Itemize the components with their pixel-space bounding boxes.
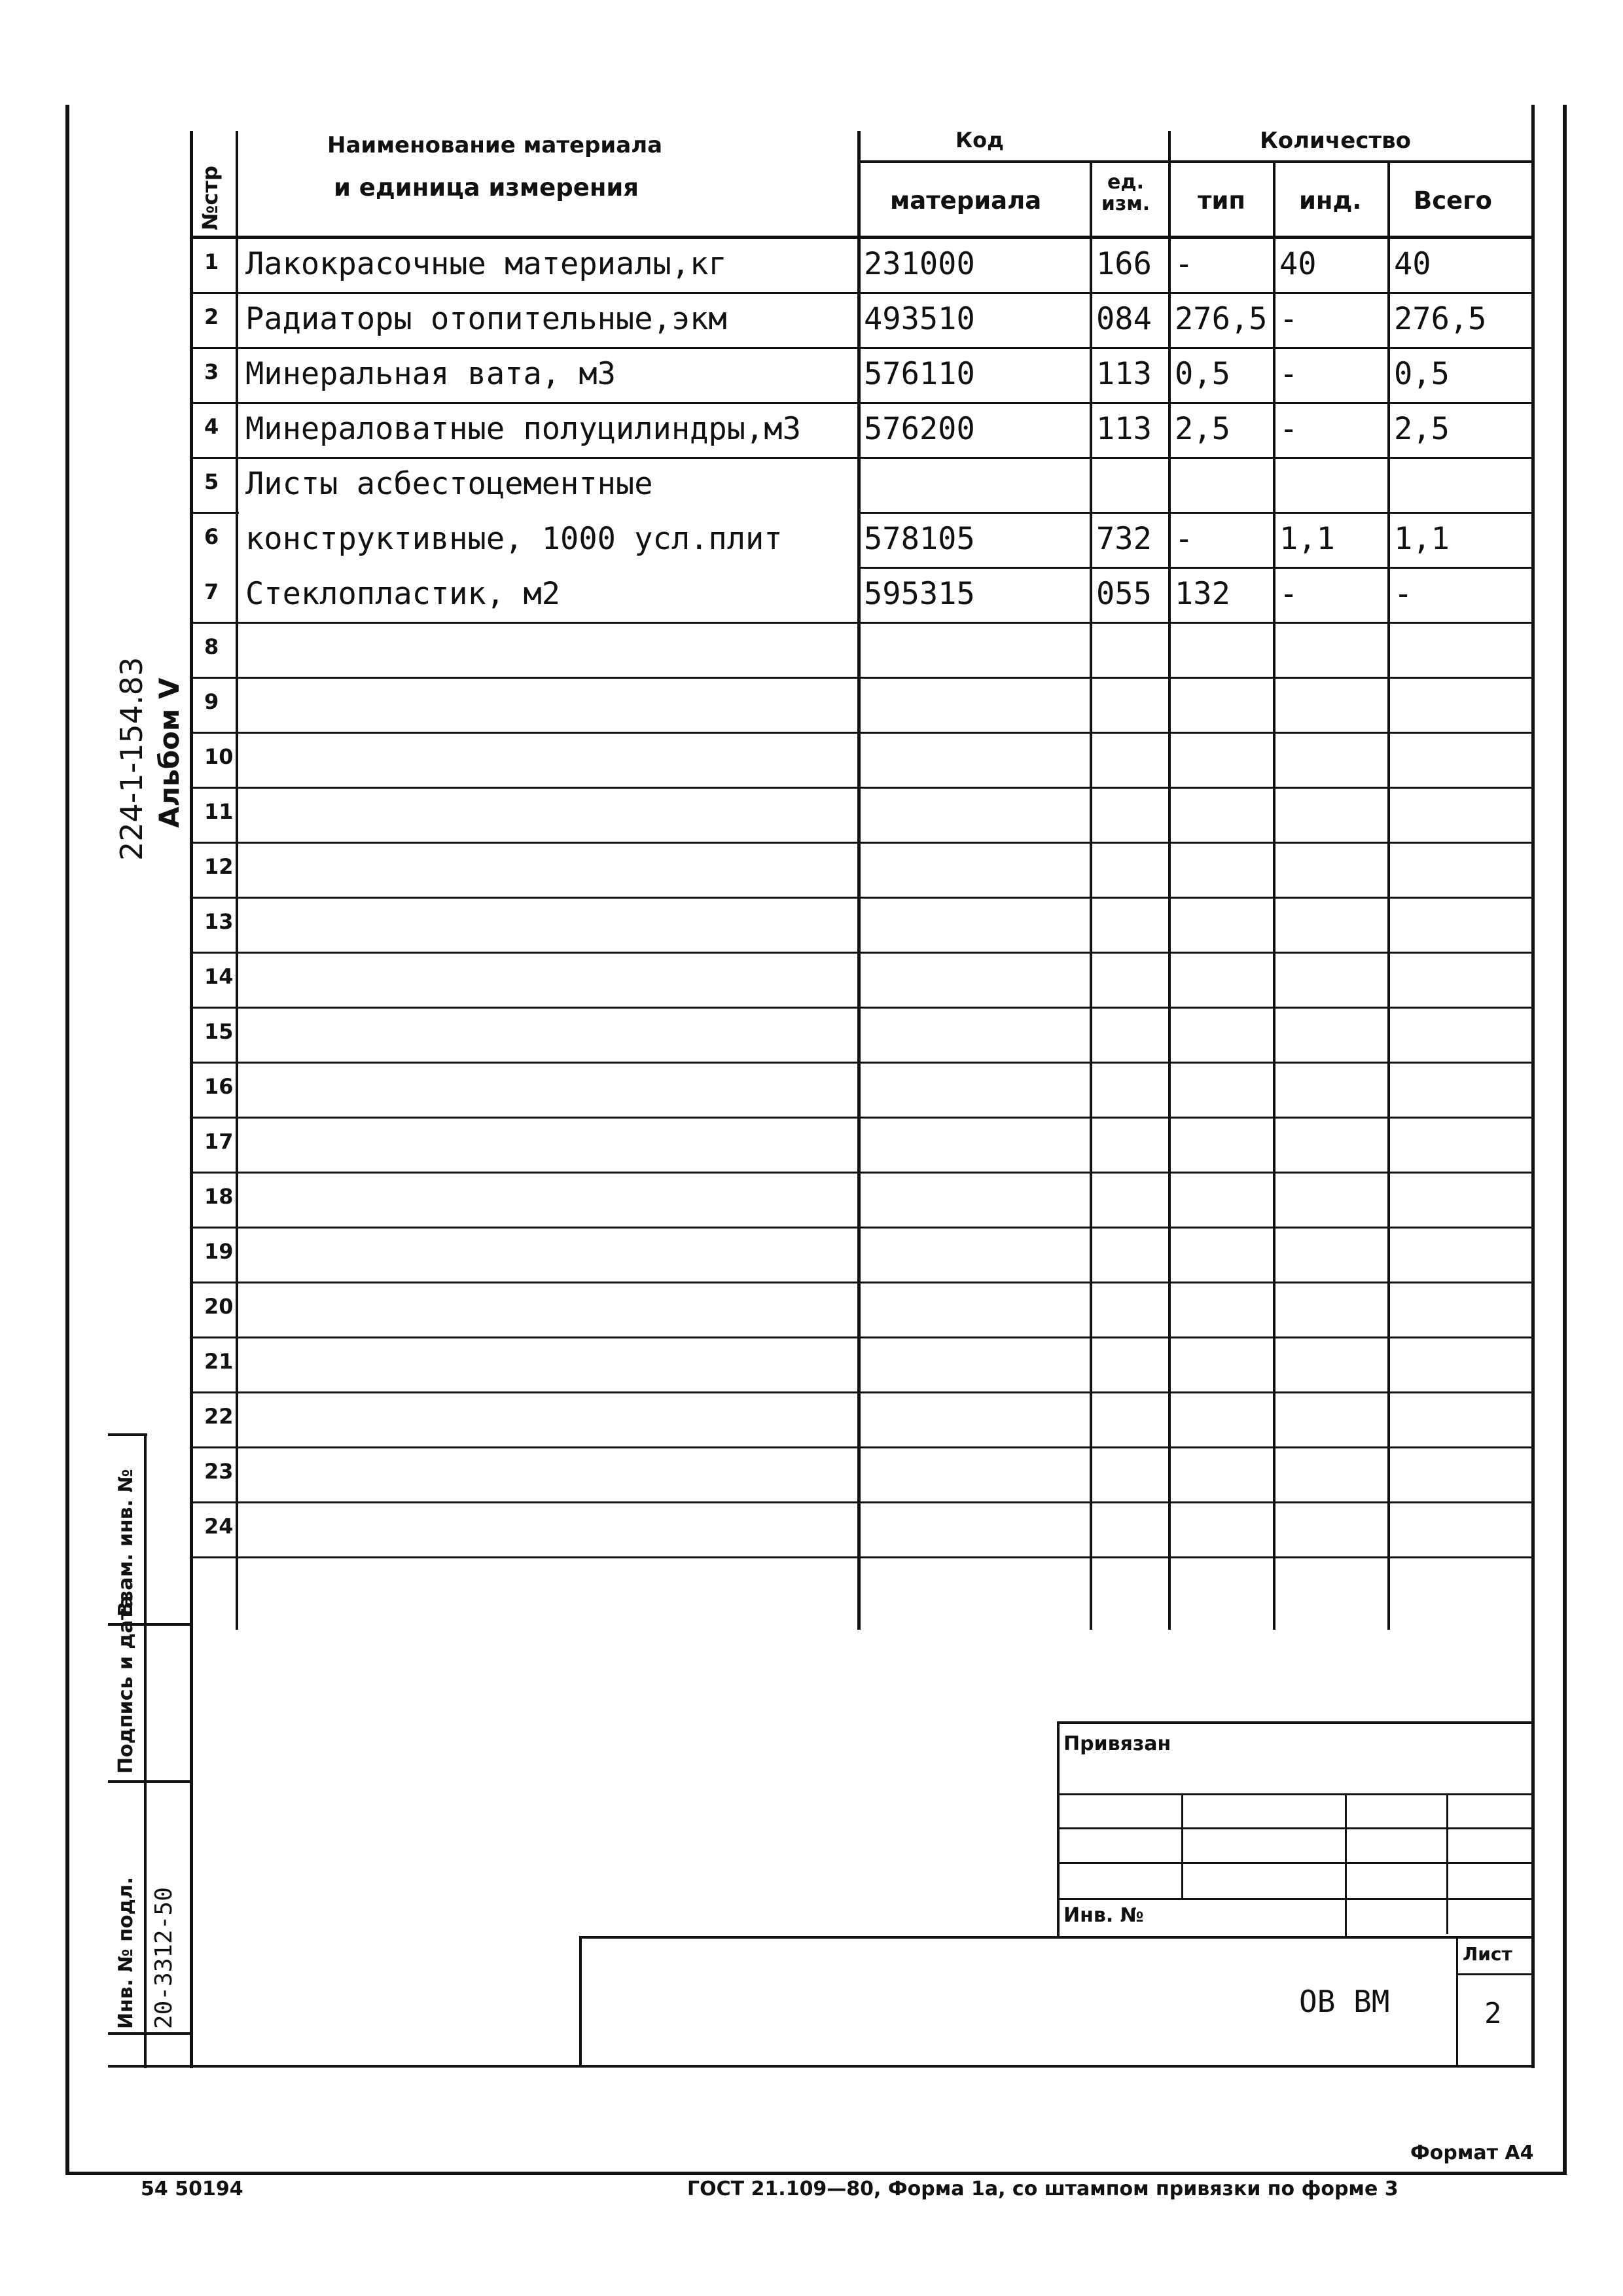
col-line-ind [1273,160,1275,1630]
row-line [190,1062,1535,1064]
header-name-line1: Наименование материала [327,132,663,158]
row-number: 18 [204,1184,234,1209]
header-mid-line [857,160,1535,163]
row-unit: 055 [1096,576,1152,612]
col-line-code [857,131,861,1630]
row-number: 23 [204,1459,234,1484]
row-number: 9 [204,689,219,714]
row-number: 14 [204,964,234,989]
stamp-bound-top [1057,1721,1535,1724]
row-name: Листы асбестоцементные [245,466,653,502]
row-unit: 166 [1096,246,1152,282]
header-code-title: Код [955,128,1004,152]
header-name-line2: и единица измерения [334,173,639,202]
row-qty-type: - [1175,246,1194,282]
row-number: 19 [204,1239,234,1264]
stamp-main-left [579,1936,582,2067]
row-number: 16 [204,1074,234,1099]
row-line [190,1391,1535,1393]
row-code: 231000 [864,246,975,282]
side-inv-no-label: Инв. № подл. [115,1876,137,2029]
row-line [857,567,1535,569]
side-block-right [144,1433,147,2068]
row-code: 576110 [864,356,975,392]
row-qty-ind: 1,1 [1279,521,1335,557]
outer-frame-right [1563,105,1567,2173]
row-qty-ind: - [1279,576,1298,612]
row-unit: 084 [1096,301,1152,337]
row-line [190,292,1535,294]
row-qty-ind: - [1279,356,1298,392]
row-line [190,952,1535,954]
row-qty-type: 132 [1175,576,1230,612]
stamp-col1 [1181,1793,1183,1898]
row-unit: 732 [1096,521,1152,557]
row-code: 595315 [864,576,975,612]
row-code: 493510 [864,301,975,337]
row-line [190,457,1535,459]
stamp-row4 [1057,1898,1535,1900]
col-line-unit [1090,160,1092,1630]
row-number: 20 [204,1294,234,1319]
row-name: Минераловатные полуцилиндры,м3 [245,411,801,447]
row-number: 3 [204,359,219,384]
row-line [190,732,1535,734]
row-qty-total: 276,5 [1394,301,1487,337]
row-line [190,622,1535,624]
row-number: 1 [204,249,219,274]
header-code-material: материала [890,187,1042,215]
row-number: 24 [204,1514,234,1539]
header-unit: ед. изм. [1101,171,1150,215]
stamp-sheet-value: 2 [1484,1997,1502,2030]
row-name: конструктивные, 1000 усл.плит [245,521,783,557]
row-line [857,512,1535,514]
row-qty-total: 0,5 [1394,356,1450,392]
row-qty-type: - [1175,521,1194,557]
row-number: 8 [204,634,219,659]
row-name: Стеклопластик, м2 [245,576,561,612]
row-qty-total: - [1394,576,1413,612]
row-qty-ind: 40 [1279,246,1317,282]
outer-frame-left [65,105,69,2173]
row-line [190,897,1535,899]
row-line [190,512,239,514]
album-code: 224-1-154.83 [114,656,149,861]
side-block-sep2 [108,1780,193,1783]
stamp-sheet-mid [1456,1973,1535,1975]
footer-format: Формат А4 [1410,2142,1534,2164]
row-qty-total: 40 [1394,246,1431,282]
stamp-col2 [1345,1793,1347,1937]
stamp-inv-no-label: Инв. № [1063,1904,1144,1927]
side-replace-label: Взам. инв. № [115,1469,137,1617]
row-line [190,1282,1535,1283]
row-line [190,1007,1535,1009]
row-line [190,402,1535,404]
row-line [190,1172,1535,1174]
row-number: 6 [204,524,219,549]
row-qty-ind: - [1279,301,1298,337]
row-number: 17 [204,1129,234,1154]
side-block-top [108,1433,147,1436]
row-number: 2 [204,304,219,329]
stamp-main-top [579,1936,1535,1939]
row-code: 576200 [864,411,975,447]
row-line [190,1556,1535,1558]
row-number: 7 [204,579,219,604]
side-inv-no-value: 20-3312-50 [151,1887,177,2029]
col-line-type [1168,131,1171,1630]
header-row-no: №стр [198,166,223,230]
row-line [190,787,1535,789]
col-line-num [236,131,238,1630]
stamp-sheet-label: Лист [1463,1943,1512,1965]
row-number: 13 [204,909,234,934]
header-qty-total: Всего [1414,187,1492,215]
row-name: Минеральная вата, м3 [245,356,616,392]
row-number: 4 [204,414,219,439]
stamp-row3 [1057,1862,1535,1864]
header-qty-ind: инд. [1299,187,1362,215]
row-number: 22 [204,1404,234,1429]
header-bottom-line [190,236,1535,239]
main-frame-left [190,131,193,2068]
header-quantity: Количество [1260,128,1412,154]
side-sign-date-label: Подпись и дата [115,1595,137,1774]
row-unit: 113 [1096,356,1152,392]
row-name: Лакокрасочные материалы,кг [245,246,727,282]
col-line-total [1387,160,1390,1630]
row-line [190,677,1535,679]
stamp-sheet-left [1456,1936,1458,2067]
row-qty-type: 276,5 [1175,301,1268,337]
row-qty-total: 1,1 [1394,521,1450,557]
row-line [190,1227,1535,1229]
stamp-designation: ОВ ВМ [1299,1984,1390,2019]
main-frame-bottom [108,2065,1535,2068]
row-line [190,1501,1535,1503]
stamp-row2 [1057,1827,1535,1829]
footer-left-code: 54 50194 [141,2178,243,2200]
row-name: Радиаторы отопительные,экм [245,301,727,337]
row-line [190,1446,1535,1448]
outer-frame-bottom [65,2172,1567,2175]
row-qty-total: 2,5 [1394,411,1450,447]
row-code: 578105 [864,521,975,557]
album-label: Альбом V [153,677,185,828]
row-line [190,347,1535,349]
row-line [190,842,1535,844]
header-qty-type: тип [1198,187,1245,215]
row-qty-ind: - [1279,411,1298,447]
row-number: 10 [204,744,234,769]
row-qty-type: 0,5 [1175,356,1230,392]
footer-gost: ГОСТ 21.109—80, Форма 1а, со штампом привязки по форме 3 [687,2178,1399,2200]
row-qty-type: 2,5 [1175,411,1230,447]
row-number: 15 [204,1019,234,1044]
row-number: 12 [204,854,234,879]
stamp-row1 [1057,1793,1535,1795]
stamp-col3 [1446,1793,1448,1934]
main-frame-right [1531,105,1535,2068]
row-line [190,1117,1535,1119]
stamp-bound-label: Привязан [1063,1732,1171,1755]
row-line [190,1336,1535,1338]
row-unit: 113 [1096,411,1152,447]
row-number: 21 [204,1349,234,1374]
row-number: 11 [204,799,234,824]
row-number: 5 [204,469,219,494]
stamp-bound-left [1057,1721,1060,1937]
side-block-sep3 [108,2032,193,2035]
